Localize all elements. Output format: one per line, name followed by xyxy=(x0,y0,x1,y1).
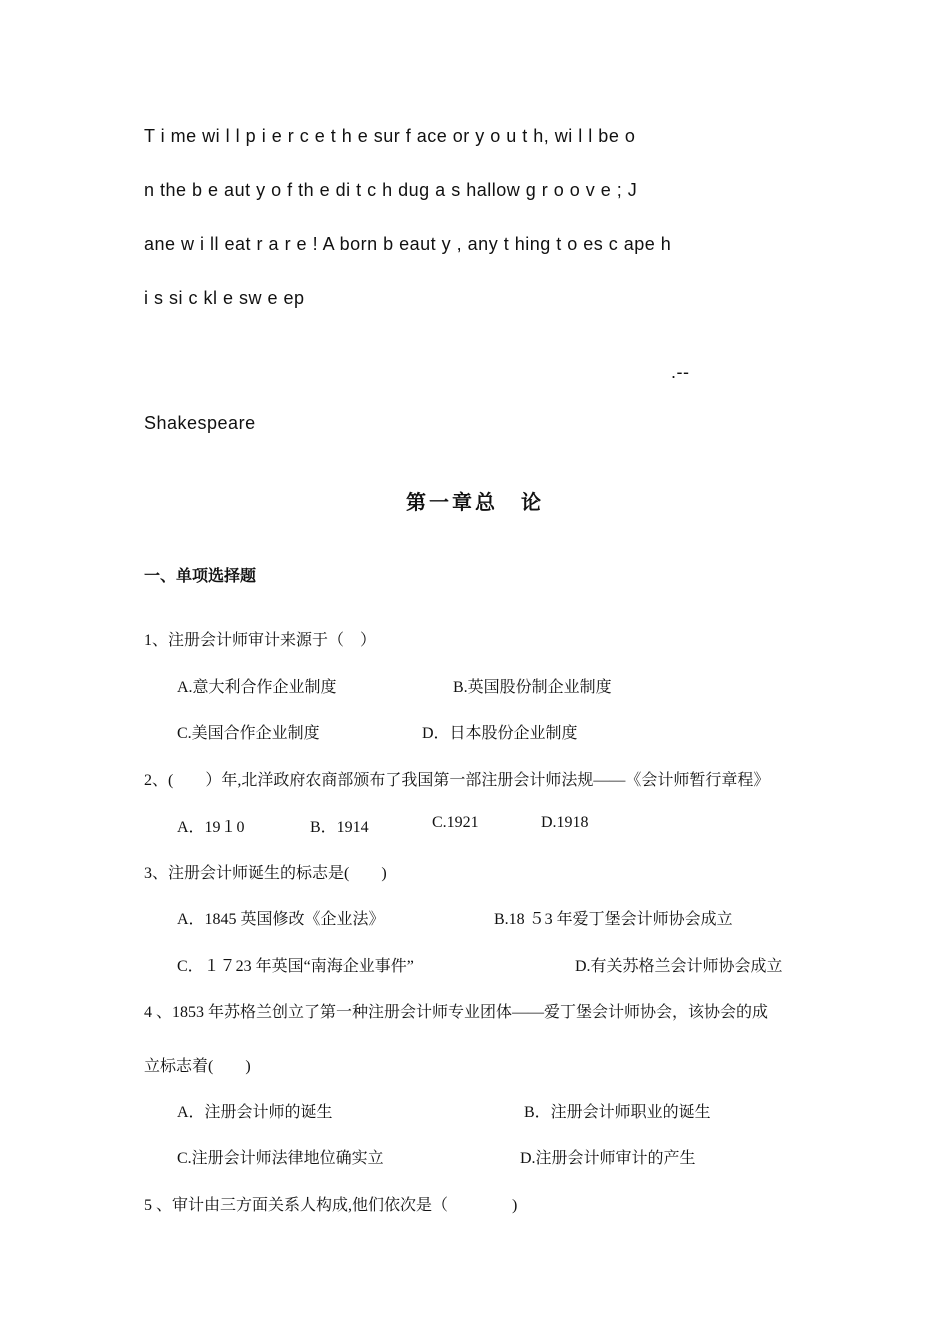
question-1-option-c: C.美国合作企业制度 xyxy=(177,725,320,742)
question-3-stem: 3、注册会计师诞生的标志是( ) xyxy=(144,865,387,882)
question-4-option-c: C.注册会计师法律地位确实立 xyxy=(177,1150,384,1167)
question-4-stem-line-2: 立标志着( ) xyxy=(144,1058,251,1075)
question-1-stem: 1、注册会计师审计来源于（ ） xyxy=(144,632,377,649)
quote-line-1: T i me wi l l p i e r c e t h e sur f ace or y o u t h, wi l l be o xyxy=(144,126,636,146)
question-3-option-a: A．1845 英国修改《企业法》 xyxy=(177,911,385,928)
question-2-option-c: C.1921 xyxy=(432,814,479,831)
question-3-option-b: B.18 ５3 年爱丁堡会计师协会成立 xyxy=(494,911,733,928)
question-2-option-d: D.1918 xyxy=(541,814,589,831)
question-2-option-a: A．19１0 xyxy=(177,819,245,836)
section-heading: 一、单项选择题 xyxy=(144,566,257,585)
question-4-stem-line-1: 4 、1853 年苏格兰创立了第一种注册会计师专业团体——爱丁堡会计师协会，该协会的成 xyxy=(144,1004,769,1021)
quote-line-2: n the b e aut y o f th e di t c h dug a s hallow g r o o v e ; J xyxy=(144,180,638,200)
question-5-stem: 5 、审计由三方面关系人构成,他们依次是（ ) xyxy=(144,1197,518,1214)
question-2-option-b: B．1914 xyxy=(310,819,369,836)
question-4-option-a: A．注册会计师的诞生 xyxy=(177,1104,333,1121)
question-4-option-d: D.注册会计师审计的产生 xyxy=(520,1150,696,1167)
question-4-option-b: B．注册会计师职业的诞生 xyxy=(524,1104,711,1121)
quote-line-3: ane w i ll eat r a r e ! A born b eaut y , any t hing t o es c ape h xyxy=(144,234,672,254)
question-3-option-d: D.有关苏格兰会计师协会成立 xyxy=(575,958,783,975)
quote-dash: .-- xyxy=(671,362,690,382)
chapter-title: 第一章总 论 xyxy=(406,490,544,514)
question-3-option-c: C．１７23 年英国“南海企业事件” xyxy=(177,958,414,975)
quote-line-4: i s si c kl e sw e ep xyxy=(144,288,305,308)
question-1-option-a: A.意大利合作企业制度 xyxy=(177,679,337,696)
question-2-stem: 2、( ）年,北洋政府农商部颁布了我国第一部注册会计师法规——《会计师暂行章程》 xyxy=(144,772,770,789)
question-1-option-d: D．日本股份企业制度 xyxy=(422,725,578,742)
quote-author: Shakespeare xyxy=(144,413,256,433)
question-1-option-b: B.英国股份制企业制度 xyxy=(453,679,612,696)
